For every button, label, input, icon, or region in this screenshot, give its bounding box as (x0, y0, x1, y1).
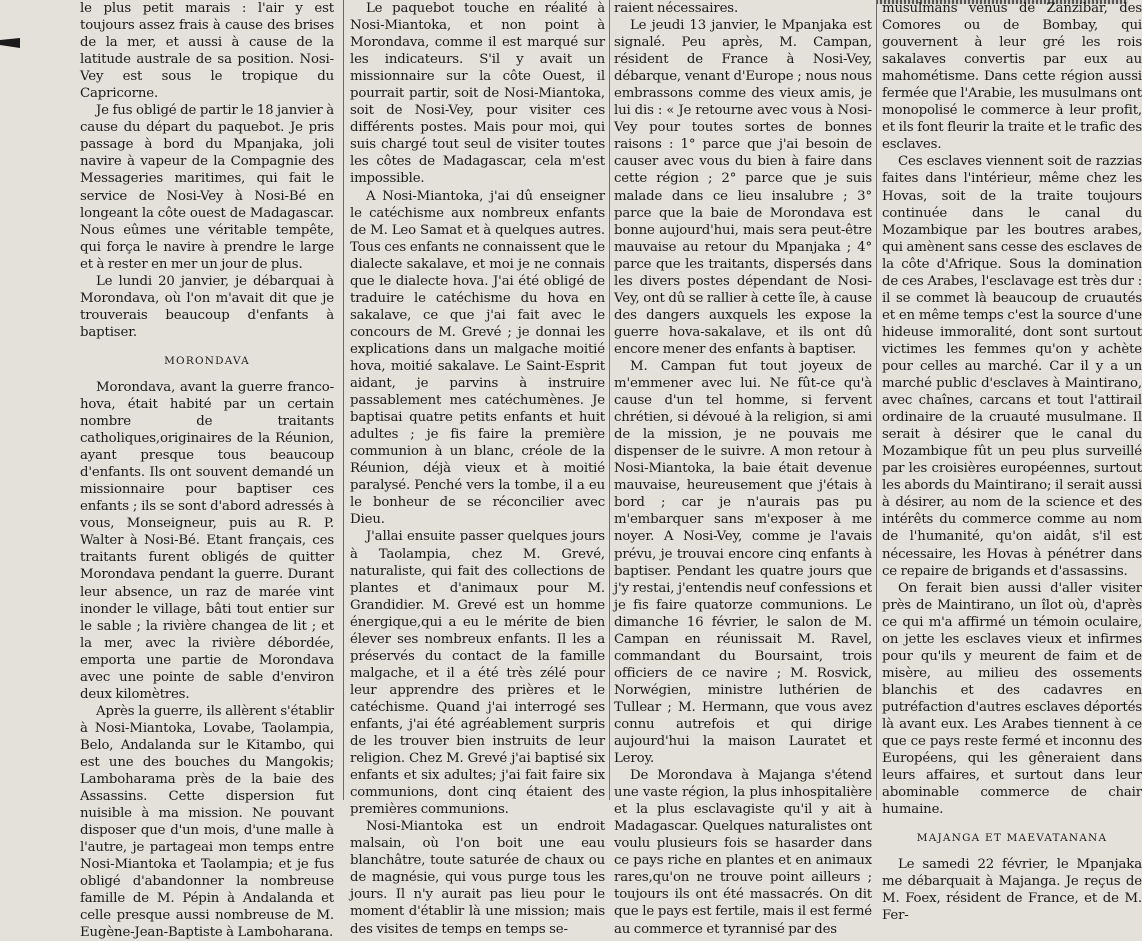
paragraph: J'allai ensuite passer quelques jours à Taolampia, chez M. Grevé, naturaliste, qui fait des collections de plantes et d'animaux pour M. Grandidier. M. Grevé est un homme énergique,qui a eu le mérite de bien élever ses nombreux enfants. Il les a préservés du contact de la famille malgache, et il a été très zélé pour leur apprendre des prières et le catéchisme. Quand j'ai interrogé ses enfants, j'ai été agréablement surpris de les trouver bien instruits de leur religion. Chez M. Grevé j'ai baptisé six enfants et six adultes; j'ai fait faire six communions, dont cinq étaient des premières communions. (350, 529, 605, 818)
paragraph: Le lundi 20 janvier, je débarquai à Morondava, où l'on m'avait dit que je trouverais beaucoup d'enfants à baptiser. (80, 273, 334, 340)
paragraph: Ces esclaves viennent soit de razzias faites dans l'intérieur, même chez les Hovas, soit de la traite toujours continuée dans le canal du Mozambique par les boutres arabes, qui amènent sans cesse des esclaves de la côte d'Afrique. Sous la domination de ces Arabes, l'esclavage est très dur : il se commet là beaucoup de cruautés et en même temps c'est la source d'une hideuse immoralité, dont sont surtout victimes les femmes qu'on y achète pour celles au marché. Car il y a un marché public d'esclaves à Maintirano, avec chaînes, carcans et tout l'attirail ordinaire de la cruauté musulmane. Il serait à désirer que le canal du Mozambique fût un peu plus surveillé par les croisières européennes, surtout les abords du Maintirano; il serait aussi à désirer, au nom de la science et des intérêts du commerce comme au nom de l'humanité, qu'on aidât, s'il est nécessaire, les Hovas à pénétrer dans ce repaire de brigands et d'assassins. (882, 154, 1142, 579)
column-divider (876, 0, 877, 800)
paragraph: le plus petit marais : l'air y est toujours assez frais à cause des brises de la mer, et aussi à cause de la latitude australe de sa position. Nosi-Vey est sous le tropique du Capricorne. (80, 1, 334, 102)
section-heading: MORONDAVA (164, 354, 250, 367)
paragraph: Je fus obligé de partir le 18 janvier à cause du départ du paquebot. Je pris passage à bord du Mpanjaka, joli navire à vapeur de la Compagnie des Messageries maritimes, qui fait le service de Nosi-Vey à Nosi-Bé en longeant la côte ouest de Madagascar. Nous eûmes une véritable tempête, qui força le navire à prendre le large et à rester en mer un jour de plus. (80, 103, 334, 272)
text-column-1 (80, 0, 334, 941)
column-divider (609, 0, 610, 800)
section-heading: MAJANGA ET MAEVATANANA (916, 832, 1108, 845)
paragraph: Morondava, avant la guerre franco-hova, était habité par un certain nombre de traitants catholiques,originaires de la Réunion, ayant presque tous beaucoup d'enfants. Ils ont souvent demandé un missionnaire pour baptiser ces enfants ; ils se sont d'abord adressés à vous, Monseigneur, puis au R. P. Walter à Nosi-Bé. Etant français, ces traitants furent obligés de quitter Morondava pendant la guerre. Durant leur absence, un raz de marée vint inonder le village, bâti tout entier sur le sable ; la rivière changea de lit ; et la mer, avec la rivière débordée, emporta une partie de Morondava avec une pointe de sable d'environ deux kilomètres. (80, 379, 334, 702)
margin-ink-mark (0, 38, 20, 48)
paragraph: M. Campan fut tout joyeux de m'emmener avec lui. Ne fût-ce qu'à cause d'un tel homme, si fervent chrétien, si dévoué à la religion, si ami de la mission, je ne pouvais me dispenser de le suivre. A mon retour à Nosi-Miantoka, la baie était devenue mauvaise, heureusement que j'étais à bord ; car je n'aurais pas pu m'embarquer sans m'exposer à me noyer. A Nosi-Vey, comme je l'avais prévu, je trouvai encore cinq enfants à baptiser. Pendant les quatre jours que j'y restai, j'entendis neuf confessions et je fis faire quatorze communions. Le dimanche 16 février, le salon de M. Campan en réunissait M. Ravel, commandant du Boursaint, trois officiers de ce navire ; M. Rosvick, Norwégien, ministre luthérien de Tullear ; M. Hermann, que vous avez connu autrefois et qui dirige aujourd'hui la maison Lauratet et Leroy. (614, 358, 872, 767)
text-column-3 (614, 0, 872, 937)
paragraph: Le jeudi 13 janvier, le Mpanjaka est signalé. Peu après, M. Campan, résident de France à Nosi-Vey, débarque, venant d'Europe ; nous nous embrassons comme des vieux amis, je lui dis : « Je retourne avec vous à Nosi-Vey pour toutes sortes de bonnes raisons : 1° parce que j'ai besoin de causer avec vous du bien à faire dans cette région ; 2° parce que je suis malade dans ce lieu insalubre ; 3° parce que la baie de Morondava est bonne aujourd'hui, mais sera peut-être mauvaise au retour du Mpanjaka ; 4° parce que les traitants, dispersés dans les divers postes dépendant de Nosi-Vey, ont dû se rallier à cette île, à cause des dangers auxquels les expose la guerre hova-sakalave, et ils ont dû encore mener des enfants à baptiser. (614, 18, 872, 357)
paragraph: Après la guerre, ils allèrent s'établir à Nosi-Miantoka, Lovabe, Taolampia, Belo, Andalanda sur le Kitambo, qui est une des bouches du Mangokis; Lamboharama près de la baie des Assassins. Cette dispersion fut nuisible à ma mission. Ne pouvant disposer que d'un mois, d'une malle à l'autre, je partageai mon temps entre Nosi-Miantoka et Taolampia; et je fus obligé d'abandonner la nombreuse famille de M. Pépin à Andalanda et celle presque aussi nombreuse de M. Eugène-Jean-Baptiste à Lamboharana. (80, 703, 334, 941)
column-divider (343, 0, 344, 800)
paragraph: Nosi-Miantoka est un endroit malsain, où l'on boit une eau blanchâtre, toute saturée de chaux ou de magnésie, qui vous purge tous les jours. Il n'y aurait pas lieu pour le moment d'établir là une mission; mais des visites de temps en temps se- (350, 819, 605, 937)
paragraph: musulmans venus de Zanzibar, des Comores ou de Bombay, qui gouvernent à leur gré les rois sakalaves convertis par eux au mahométisme. Dans cette région aussi fermée que l'Arabie, les musulmans ont monopolisé le commerce à leur profit, et ils font fleurir la traite et le trafic des esclaves. (882, 1, 1142, 153)
paragraph: raient nécessaires. (614, 1, 739, 16)
paragraph: On ferait bien aussi d'aller visiter près de Maintirano, un îlot où, d'après ce qui m'a affirmé un témoin oculaire, on jette les esclaves vieux et infirmes pour qu'ils y meurent de faim et de misère, au milieu des ossements blanchis et des cadavres en putréfaction d'autres esclaves déportés là avant eux. Les Arabes tiennent à ce que ce pays reste fermé et inconnu des Européens, qui les gêneraient dans leurs affaires, et surtout dans leur abominable commerce de chair humaine. (882, 580, 1142, 818)
paragraph: Le samedi 22 février, le Mpanjaka me débarquait à Majanga. Je reçus de M. Foex, résident de France, et de M. Fer- (882, 857, 1142, 924)
paragraph: De Morondava à Majanga s'étend une vaste région, la plus inhospitalière et la plus esclavagiste qu'il y ait à Madagascar. Quelques naturalistes ont voulu plusieurs fois se hasarder dans ce pays riche en plantes et en animaux rares,qu'on ne trouve point ailleurs ; toujours ils ont été massacrés. On dit que le pays est fertile, mais il est fermé au commerce et tyrannisé par des (614, 768, 872, 937)
text-column-4 (882, 0, 1142, 924)
paragraph: A Nosi-Miantoka, j'ai dû enseigner le catéchisme aux nombreux enfants de M. Leo Samat et à quelques autres. Tous ces enfants ne connaissent que le dialecte sakalave, et moi je ne connais que le dialecte hova. J'ai été obligé de traduire le catéchisme du hova en sakalave, ce que j'ai fait avec le concours de M. Grevé ; je donnai les explications dans un malgache moitié hova, moitié sakalave. Le Saint-Esprit aidant, je parvins à instruire passablement mes catéchumènes. Je baptisai quatre petits enfants et huit adultes ; je fis faire la première communion à un blanc, créole de la Réunion, déjà vieux et à moitié paralysé. Penché vers la tombe, il a eu le bonheur de se réconcilier avec Dieu. (350, 188, 605, 528)
text-column-2 (350, 0, 605, 937)
paragraph: Le paquebot touche en réalité à Nosi-Miantoka, et non point à Morondava, comme il est marqué sur les indicateurs. S'il y avait un missionnaire sur la côte Ouest, il pourrait partir, soit de Nosi-Miantoka, soit de Nosi-Vey, pour visiter ces différents postes. Mais pour moi, qui suis chargé tout seul de visiter toutes les côtes de Madagascar, cela m'est impossible. (350, 1, 605, 187)
